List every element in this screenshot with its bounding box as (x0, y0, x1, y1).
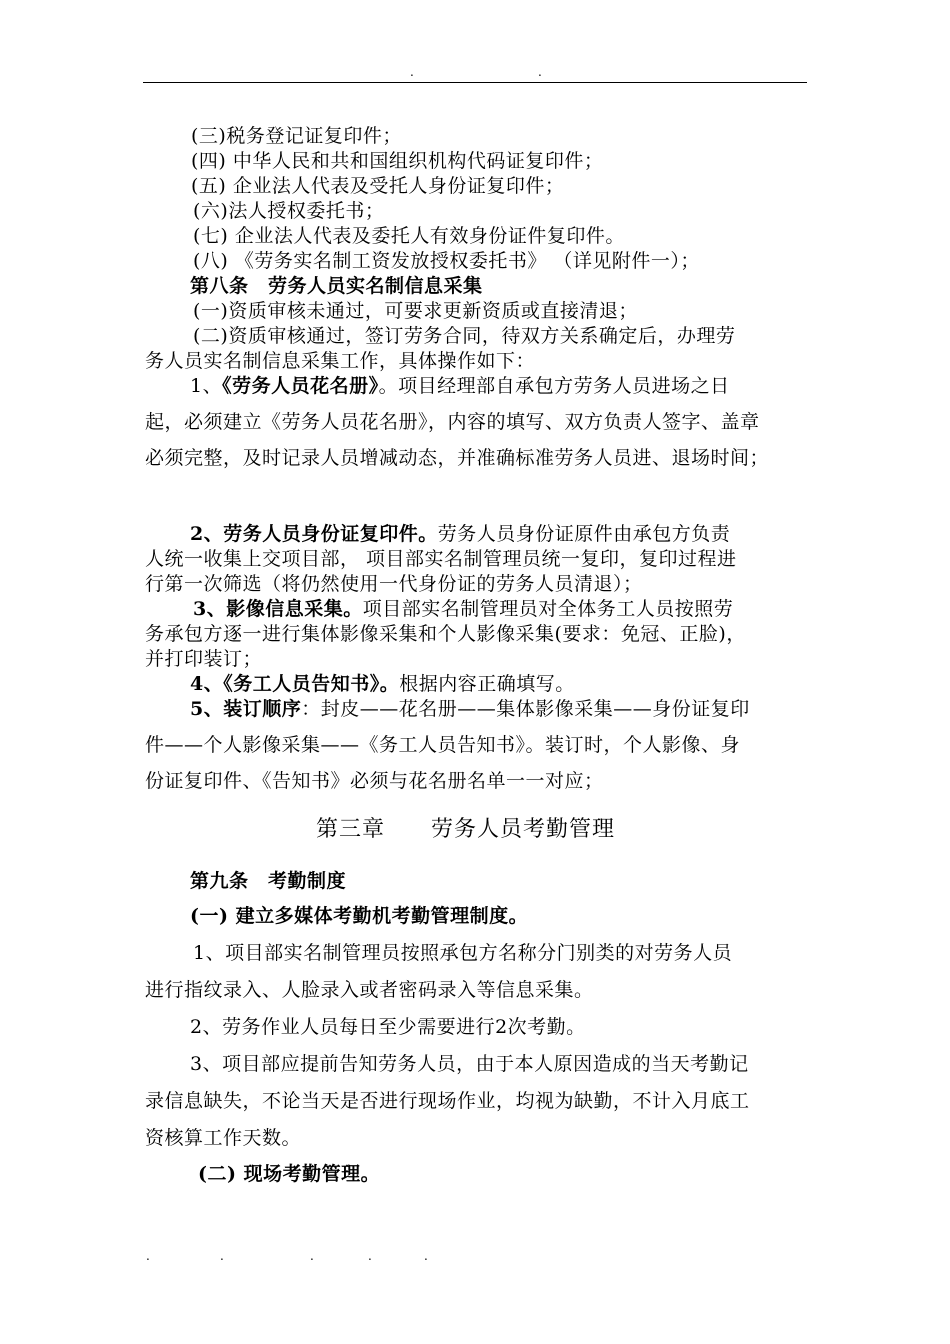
footer-dot: . (146, 1249, 150, 1263)
text-run: 。项目经理部自承包方劳务人员进场之日 (378, 375, 730, 397)
text-line: 起，必须建立《劳务人员花名册》，内容的填写、双方负责人签字、盖章 (145, 411, 760, 433)
text-line: 行第一次筛选（将仍然使用一代身份证的劳务人员清退）； (145, 573, 643, 595)
text-line (190, 522, 730, 546)
text-line: 资核算工作天数。 (145, 1127, 302, 1149)
article-heading: 第九条 考勤制度 (190, 870, 347, 892)
text-line: (七) 企业法人代表及委托人有效身份证件复印件。 (193, 225, 625, 247)
text-run-bold: 5、装订顺序 (190, 698, 302, 720)
text-line (190, 672, 575, 696)
text-line: (五) 企业法人代表及受托人身份证复印件； (191, 175, 565, 197)
text-line: 份证复印件、《告知书》必须与花名册名单一一对应； (145, 770, 604, 792)
text-line: 务承包方逐一进行集体影像采集和个人影像采集(要求：免冠、正脸)， (145, 623, 746, 645)
text-line: 人统一收集上交项目部， 项目部实名制管理员统一复印，复印过程进 (145, 548, 737, 570)
text-run: 项目部实名制管理员对全体务工人员按照劳 (362, 598, 734, 620)
text-run: 1、 (190, 375, 223, 397)
text-line: 3、项目部应提前告知劳务人员，由于本人原因造成的当天考勤记 (190, 1053, 749, 1075)
text-run-bold: 4、《务工人员告知书》。 (190, 673, 400, 695)
text-line: 必须完整，及时记录人员增减动态，并准确标准劳务人员进、退场时间； (145, 447, 770, 469)
text-line: (二)资质审核通过，签订劳务合同，待双方关系确定后，办理劳 (193, 325, 736, 347)
text-line: 并打印装订； (145, 648, 263, 670)
text-line: 2、劳务作业人员每日至少需要进行2次考勤。 (190, 1016, 586, 1038)
text-line: (六)法人授权委托书； (193, 200, 385, 222)
footer-dot: . (424, 1249, 428, 1263)
text-run-bold: 2、劳务人员身份证复印件。 (190, 523, 438, 545)
header-dots (0, 66, 950, 80)
text-run-bold: 3、影像信息采集。 (193, 598, 363, 620)
text-line: 务人员实名制信息采集工作，具体操作如下： (145, 350, 536, 372)
chapter-title: 第三章 劳务人员考勤管理 (316, 817, 616, 842)
text-line: 件——个人影像采集——《务工人员告知书》。装订时，个人影像、身 (145, 734, 741, 756)
text-line: (一)资质审核未通过，可要求更新资质或直接清退； (193, 300, 638, 322)
text-line: (三)税务登记证复印件； (191, 125, 402, 147)
text-run-bold: 《劳务人员花名册》 (222, 375, 379, 397)
footer-dot: . (220, 1249, 224, 1263)
header-rule (143, 82, 807, 83)
section-heading: (一) 建立多媒体考勤机考勤管理制度。 (190, 905, 529, 927)
text-run: 根据内容正确填写。 (399, 673, 575, 695)
footer-dots (0, 1250, 950, 1264)
article-heading: 第八条 劳务人员实名制信息采集 (190, 275, 483, 297)
text-line (193, 597, 733, 621)
text-line: (四) 中华人民和共和国组织机构代码证复印件； (191, 150, 604, 172)
text-line: (八) 《劳务实名制工资发放授权委托书》 （详见附件一）； (193, 250, 700, 272)
text-line (190, 697, 750, 721)
header-dot: . (538, 65, 542, 79)
text-line: 1、项目部实名制管理员按照承包方名称分门别类的对劳务人员 (193, 942, 733, 964)
text-line: 录信息缺失，不论当天是否进行现场作业，均视为缺勤，不计入月底工 (145, 1090, 750, 1112)
text-line: 进行指纹录入、人脸录入或者密码录入等信息采集。 (145, 979, 594, 1001)
section-heading: (二) 现场考勤管理。 (198, 1163, 381, 1185)
text-line (190, 374, 730, 398)
footer-dot: . (310, 1249, 314, 1263)
footer-dot: . (368, 1249, 372, 1263)
header-dot: . (410, 65, 414, 79)
text-run: ：封皮——花名册——集体影像采集——身份证复印 (301, 698, 750, 720)
text-run: 劳务人员身份证原件由承包方负责 (437, 523, 731, 545)
